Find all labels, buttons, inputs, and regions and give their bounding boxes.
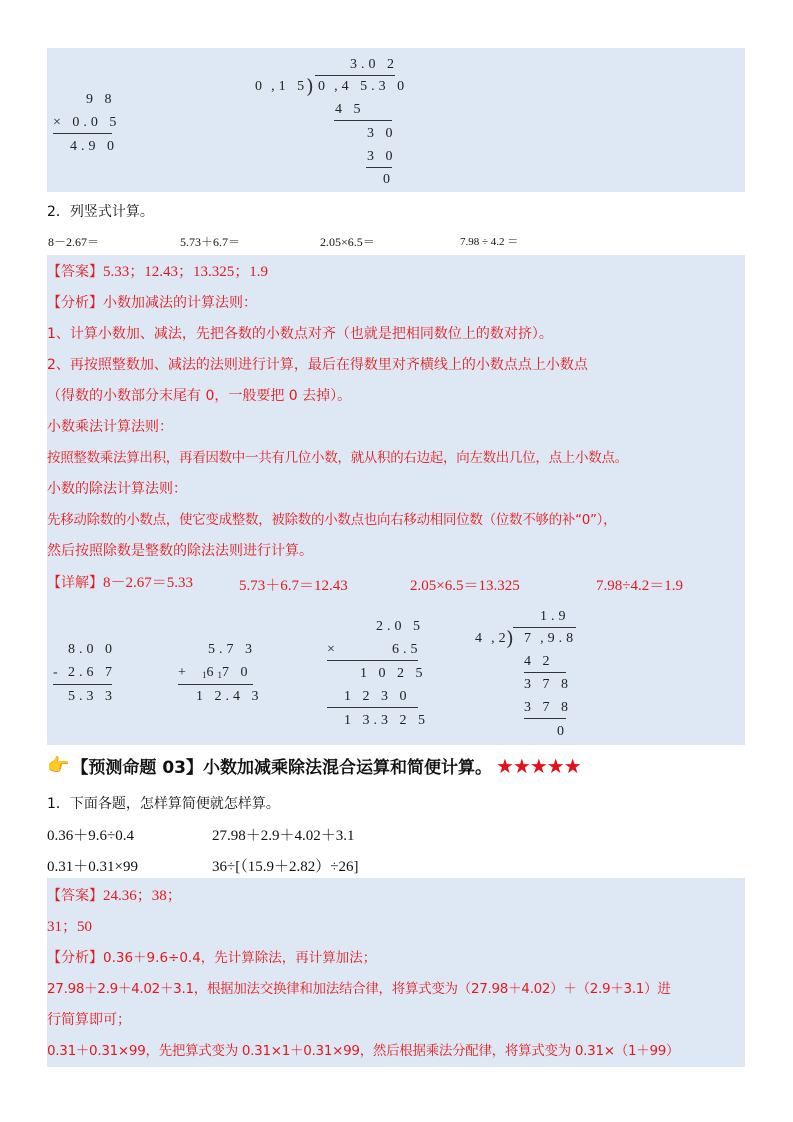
- div-bracket: ): [306, 74, 314, 98]
- worked-solution-box-1: [47, 48, 745, 192]
- div-step-3: 3 0: [367, 149, 397, 164]
- q2-expression-4: 7.98 ÷ 4.2 ＝: [460, 236, 519, 248]
- pointing-hand-icon: 👉: [47, 755, 70, 776]
- analysis-label: 【分析】: [47, 295, 103, 311]
- add-result: 1 2.4 3: [196, 689, 263, 704]
- s3-expression-4: 36÷[（15.9＋2.82）÷26]: [212, 859, 359, 875]
- mul-result: 4.9 0: [70, 139, 118, 154]
- sub-top: 8.0 0: [68, 642, 116, 657]
- mul2-second: 6.5: [392, 642, 422, 657]
- sub-result: 5.3 3: [68, 689, 116, 704]
- div2-quotient: 1.9: [540, 609, 570, 624]
- mul2-rule-2: [327, 707, 418, 708]
- div2-step-rule-1: [524, 672, 566, 673]
- div-step-4: 0: [383, 172, 394, 187]
- q2-expression-2: 5.73＋6.7＝: [180, 235, 241, 249]
- div2-bracket: ): [506, 626, 514, 650]
- analysis-line-5: 按照整数乘法算出积，再看因数中一共有几位小数，就从积的右边起，向左数出几位，点上小数点。: [47, 450, 628, 466]
- question-2-title: 2．列竖式计算。: [47, 204, 154, 220]
- div2-step-1: 4 2: [524, 654, 554, 669]
- mul2-result: 1 3.3 2 5: [344, 713, 429, 728]
- s3-expression-1: 0.36＋9.6÷0.4: [47, 828, 134, 844]
- analysis-line-8: 然后按照除数是整数的除法法则进行计算。: [47, 543, 313, 559]
- add-second: $_16_17$ 0: [202, 665, 252, 680]
- div2-step-2: 3 7 8: [524, 677, 572, 692]
- analysis3-line-1: 【分析】0.36＋9.6÷0.4，先计算除法，再计算加法；: [47, 950, 377, 966]
- answer-values: 5.33；12.43；13.325；1.9: [103, 264, 269, 280]
- analysis-line-3: （得数的小数部分末尾有 0，一般要把 0 去掉）。: [47, 388, 352, 404]
- section-3-heading: [47, 753, 581, 778]
- div-step-2: 3 0: [367, 126, 397, 141]
- answer3-values-1: 24.36；38；: [103, 888, 182, 904]
- div2-dividend: 7 ,9.8: [524, 631, 578, 646]
- mul-second: × 0.0 5: [53, 115, 121, 130]
- add-rule: [178, 684, 253, 685]
- analysis3-line-2: 27.98＋2.9＋4.02＋3.1，根据加法交换律和加法结合律，将算式变为（27.98＋4.02）＋（2.9＋3.1）进: [47, 981, 671, 997]
- div2-step-3: 3 7 8: [524, 700, 572, 715]
- div-step-1: 4 5: [335, 102, 365, 117]
- answer-label: 【答案】: [47, 264, 103, 280]
- add-top: 5.7 3: [208, 642, 256, 657]
- div-step-rule-1: [334, 120, 392, 121]
- analysis-line-6: 小数的除法计算法则：: [47, 481, 187, 497]
- s3-expression-3: 0.31＋0.31×99: [47, 859, 138, 875]
- answer-line: [47, 262, 268, 282]
- mul2-rule-1: [327, 660, 418, 661]
- detail-4: 7.98÷4.2＝1.9: [596, 578, 683, 594]
- analysis3-line-4: 0.31＋0.31×99，先把算式变为 0.31×1＋0.31×99，然后根据乘法分配律，将算式变为 0.31×（1＋99）: [47, 1043, 680, 1059]
- answer-box-3: [47, 878, 745, 1067]
- analysis-line-7: 先移动除数的小数点，使它变成整数，被除数的小数点也向右移动相同位数（位数不够的补“0”），: [47, 512, 617, 528]
- sub-op: -: [53, 665, 62, 680]
- analysis3-line-3: 行简算即可；: [47, 1012, 131, 1028]
- analysis-line-1: 1、计算小数加、减法，先把各数的小数点对齐（也就是把相同数位上的数对挤）。: [47, 326, 553, 342]
- div2-top-rule: [513, 627, 576, 628]
- div2-divisor: 4 ,2: [475, 631, 510, 646]
- mul-top: 9 8: [86, 92, 116, 107]
- add-op: +: [178, 665, 190, 680]
- five-star-rating-icon: ★★★★★: [496, 753, 581, 778]
- div-top-rule: [315, 75, 395, 76]
- q2-expression-1: 8－2.67＝: [48, 235, 100, 249]
- mul2-op: ×: [327, 642, 339, 657]
- answer3-line-1: [47, 886, 182, 906]
- analysis-line-4: 小数乘法计算法则：: [47, 419, 173, 435]
- s3-expression-2: 27.98＋2.9＋4.02＋3.1: [212, 828, 355, 844]
- detail-line: [47, 573, 193, 593]
- section-3-question-1: 1．下面各题，怎样算简便就怎样算。: [47, 796, 280, 812]
- sub-second: 2.6 7: [68, 665, 116, 680]
- detail-label: 【详解】: [47, 575, 103, 591]
- answer3-label: 【答案】: [47, 888, 103, 904]
- div2-step-rule-2: [524, 718, 566, 719]
- mul2-partial-1: 1 0 2 5: [360, 666, 427, 681]
- detail-1: 8－2.67＝5.33: [103, 575, 194, 591]
- answer-box-2: [47, 255, 745, 745]
- detail-3: 2.05×6.5＝13.325: [410, 578, 520, 594]
- answer3-values-2: 31；50: [47, 919, 93, 935]
- analysis-line-2: 2、再按照整数加、减法的法则进行计算，最后在得数里对齐横线上的小数点点上小数点: [47, 357, 588, 373]
- div-step-rule-2: [366, 167, 392, 168]
- analysis-heading: [47, 293, 257, 313]
- div-quotient: 3.0 2: [350, 57, 398, 72]
- analysis-title: 小数加减法的计算法则：: [103, 295, 257, 311]
- mul2-partial-2: 1 2 3 0: [344, 689, 411, 704]
- carry-mark-2: 1: [217, 670, 222, 680]
- sub-rule: [53, 684, 112, 685]
- q2-expression-3: 2.05×6.5＝: [320, 235, 375, 249]
- div2-step-4: 0: [557, 724, 568, 739]
- div-dividend: 0 ,4 5.3 0: [318, 79, 409, 94]
- section-3-title: 【预测命题 03】小数加减乘除法混合运算和简便计算。: [71, 758, 492, 778]
- carry-mark-1: 1: [202, 670, 207, 680]
- detail-2: 5.73＋6.7＝12.43: [239, 578, 348, 594]
- div-divisor: 0 ,1 5: [255, 79, 309, 94]
- analysis3-label: 【分析】: [47, 950, 103, 966]
- mul-rule: [53, 133, 112, 134]
- mul2-top: 2.0 5: [376, 619, 424, 634]
